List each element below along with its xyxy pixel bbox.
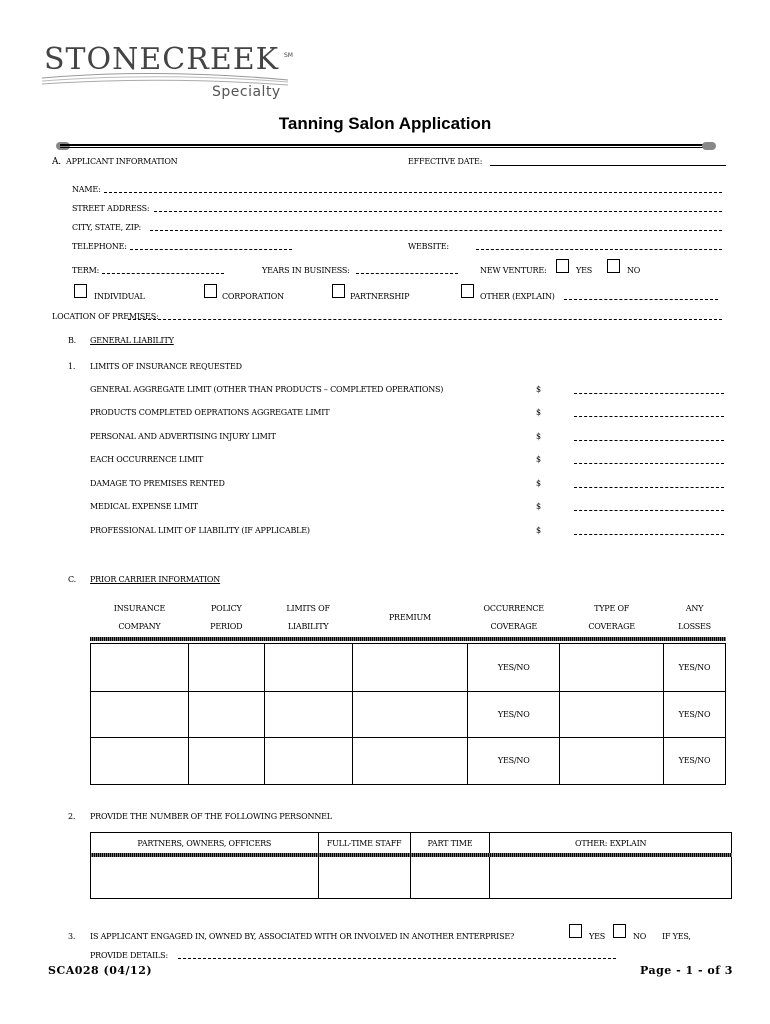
item-3-label: IS APPLICANT ENGAGED IN, OWNED BY, ASSOCIATED WITH OR INVOLVED IN ANOTHER ENTERPRISE?	[90, 932, 515, 941]
logo-subtitle: Specialty	[212, 84, 281, 100]
header-partners: PARTNERS, OWNERS, OFFICERS	[91, 833, 319, 855]
logo-service-mark: SM	[284, 52, 293, 59]
header-full-time: FULL-TIME STAFF	[318, 833, 410, 855]
limit-amount-field[interactable]	[574, 534, 724, 535]
partnership-checkbox[interactable]	[332, 284, 345, 298]
header-type-of-coverage: TYPE OF COVERAGE	[588, 603, 635, 631]
table-row	[91, 855, 732, 899]
prior-carrier-table	[90, 597, 726, 785]
occurrence-yes-no[interactable]: YES/NO	[468, 643, 560, 691]
partners-count-cell[interactable]	[91, 855, 319, 899]
term-field[interactable]	[102, 273, 224, 274]
limit-label: EACH OCCURRENCE LIMIT	[90, 455, 204, 464]
header-policy-period: POLICY PERIOD	[210, 603, 243, 631]
carrier-limits-cell[interactable]	[264, 643, 352, 691]
term-label: TERM:	[72, 266, 100, 275]
dollar-sign: $	[536, 479, 541, 488]
effective-date-field[interactable]	[490, 165, 726, 166]
city-label: CITY, STATE, ZIP:	[72, 223, 142, 232]
website-field[interactable]	[476, 249, 722, 250]
city-field[interactable]	[150, 230, 722, 231]
title-rule	[60, 144, 712, 148]
personnel-header-rule	[90, 853, 732, 857]
item-3-number: 3.	[68, 932, 76, 941]
website-label: WEBSITE:	[408, 242, 449, 251]
header-premium: PREMIUM	[388, 612, 431, 622]
carrier-company-cell[interactable]	[91, 737, 189, 784]
header-insurance-company: INSURANCE COMPANY	[113, 603, 166, 631]
section-c-letter: C.	[68, 575, 76, 584]
limit-label: GENERAL AGGREGATE LIMIT (OTHER THAN PRODUCTS – COMPLETED OPERATIONS)	[90, 385, 444, 394]
carrier-premium-cell[interactable]	[352, 643, 468, 691]
header-limits-of-liability: LIMITS OF LIABILITY	[286, 603, 330, 631]
personnel-header	[91, 833, 732, 855]
telephone-label: TELEPHONE:	[72, 242, 127, 251]
other-checkbox[interactable]	[461, 284, 474, 298]
item-1-number: 1.	[68, 362, 76, 371]
table-row	[91, 643, 726, 691]
logo-wordmark: STONECREEK	[44, 42, 280, 77]
carrier-limits-cell[interactable]	[264, 737, 352, 784]
effective-date-label: EFFECTIVE DATE:	[408, 157, 483, 166]
losses-yes-no[interactable]: YES/NO	[664, 737, 726, 784]
telephone-field[interactable]	[130, 249, 292, 250]
section-a-label: APPLICANT INFORMATION	[66, 157, 178, 166]
limit-amount-field[interactable]	[574, 463, 724, 464]
limit-label: MEDICAL EXPENSE LIMIT	[90, 502, 198, 511]
limit-label: PRODUCTS COMPLETED OEPRATIONS AGGREGATE LIMIT	[90, 408, 330, 417]
other-explain-cell[interactable]	[490, 855, 732, 899]
item-2-number: 2.	[68, 812, 76, 821]
limit-label: DAMAGE TO PREMISES RENTED	[90, 479, 225, 488]
item-1-label: LIMITS OF INSURANCE REQUESTED	[90, 362, 242, 371]
prior-carrier-header	[91, 597, 726, 637]
street-label: STREET ADDRESS:	[72, 204, 150, 213]
location-field[interactable]	[128, 319, 722, 320]
enterprise-yes-label: YES	[589, 932, 606, 941]
dollar-sign: $	[536, 526, 541, 535]
name-label: NAME:	[72, 185, 101, 194]
page-number: Page - 1 - of 3	[640, 964, 733, 977]
table-row	[91, 737, 726, 784]
rule-cap-right	[702, 142, 716, 150]
corporation-checkbox[interactable]	[204, 284, 217, 298]
carrier-premium-cell[interactable]	[352, 691, 468, 737]
years-label: YEARS IN BUSINESS:	[262, 266, 350, 275]
new-venture-yes-label: YES	[576, 266, 593, 275]
dollar-sign: $	[536, 502, 541, 511]
enterprise-no-label: NO	[633, 932, 647, 941]
other-explain-field[interactable]	[564, 299, 718, 300]
other-label: OTHER (EXPLAIN)	[480, 292, 555, 301]
header-other: OTHER: EXPLAIN	[490, 833, 732, 855]
carrier-company-cell[interactable]	[91, 643, 189, 691]
new-venture-no-label: NO	[627, 266, 641, 275]
table-row	[91, 691, 726, 737]
dollar-sign: $	[536, 432, 541, 441]
occurrence-yes-no[interactable]: YES/NO	[468, 691, 560, 737]
details-field[interactable]	[178, 958, 616, 959]
new-venture-yes-checkbox[interactable]	[556, 259, 569, 273]
limit-amount-field[interactable]	[574, 393, 724, 394]
name-field[interactable]	[104, 192, 722, 193]
section-b-letter: B.	[68, 336, 77, 345]
individual-label: INDIVIDUAL	[94, 292, 145, 301]
section-b-label: GENERAL LIABILITY	[90, 336, 174, 345]
carrier-type-cell[interactable]	[560, 643, 664, 691]
section-a-letter: A.	[52, 157, 61, 167]
form-code: SCA028 (04/12)	[48, 964, 153, 977]
new-venture-label: NEW VENTURE:	[480, 266, 547, 275]
location-label: LOCATION OF PREMISES:	[52, 312, 159, 321]
limit-amount-field[interactable]	[574, 510, 724, 511]
item-2-label: PROVIDE THE NUMBER OF THE FOLLOWING PERSONNEL	[90, 812, 332, 821]
dollar-sign: $	[536, 408, 541, 417]
limit-label: PROFESSIONAL LIMIT OF LIABILITY (IF APPLICABLE)	[90, 526, 310, 535]
enterprise-no-checkbox[interactable]	[613, 924, 626, 938]
page-title: Tanning Salon Application	[278, 114, 492, 133]
enterprise-yes-checkbox[interactable]	[569, 924, 582, 938]
if-yes-label: IF YES,	[662, 932, 691, 941]
header-occurrence-coverage: OCCURRENCE COVERAGE	[483, 603, 544, 631]
carrier-type-cell[interactable]	[560, 737, 664, 784]
header-any-losses: ANY LOSSES	[678, 603, 711, 631]
carrier-period-cell[interactable]	[188, 691, 264, 737]
losses-yes-no[interactable]: YES/NO	[664, 643, 726, 691]
carrier-company-cell[interactable]	[91, 691, 189, 737]
part-time-count-cell[interactable]	[410, 855, 490, 899]
header-part-time: PART TIME	[410, 833, 490, 855]
dollar-sign: $	[536, 455, 541, 464]
corporation-label: CORPORATION	[222, 292, 284, 301]
personnel-table	[90, 832, 732, 899]
years-field[interactable]	[356, 273, 458, 274]
limit-amount-field[interactable]	[574, 487, 724, 488]
new-venture-no-checkbox[interactable]	[607, 259, 620, 273]
carrier-header-rule	[90, 637, 726, 641]
limit-label: PERSONAL AND ADVERTISING INJURY LIMIT	[90, 432, 276, 441]
carrier-type-cell[interactable]	[560, 691, 664, 737]
limit-amount-field[interactable]	[574, 440, 724, 441]
dollar-sign: $	[536, 385, 541, 394]
carrier-period-cell[interactable]	[188, 643, 264, 691]
individual-checkbox[interactable]	[74, 284, 87, 298]
partnership-label: PARTNERSHIP	[350, 292, 410, 301]
street-field[interactable]	[154, 211, 722, 212]
carrier-period-cell[interactable]	[188, 737, 264, 784]
section-c-label: PRIOR CARRIER INFORMATION	[90, 575, 221, 584]
full-time-count-cell[interactable]	[318, 855, 410, 899]
occurrence-yes-no[interactable]: YES/NO	[468, 737, 560, 784]
carrier-premium-cell[interactable]	[352, 737, 468, 784]
carrier-limits-cell[interactable]	[264, 691, 352, 737]
losses-yes-no[interactable]: YES/NO	[664, 691, 726, 737]
limit-amount-field[interactable]	[574, 416, 724, 417]
provide-details-label: PROVIDE DETAILS:	[90, 951, 168, 960]
